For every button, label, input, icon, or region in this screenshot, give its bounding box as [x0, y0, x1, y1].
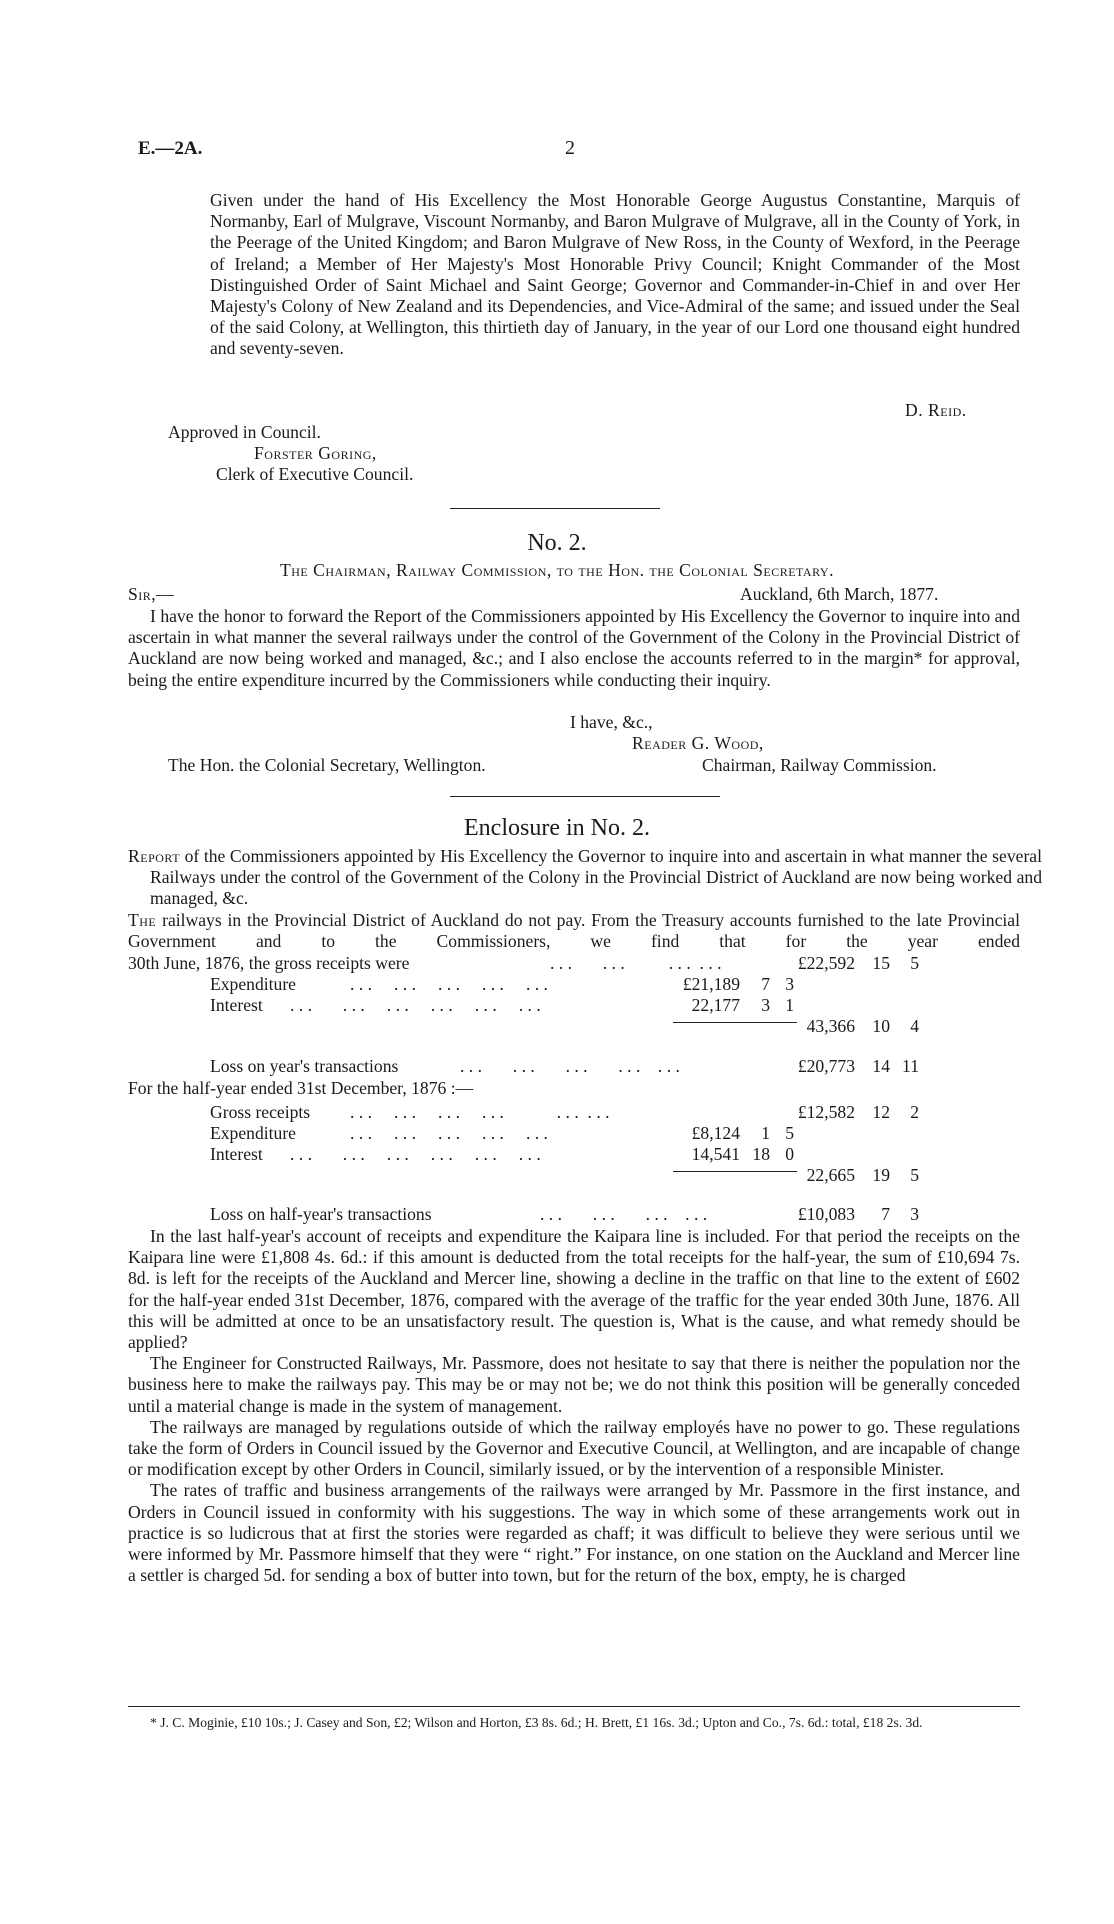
leader-dots: . . . . . . . . . . . . . . .	[350, 1123, 548, 1143]
leader-dots: . . . . . . . . . . . . . . .	[460, 1056, 680, 1076]
shillings: 10	[872, 1016, 890, 1036]
pounds: £10,083	[797, 1204, 855, 1224]
report-title	[128, 846, 1042, 910]
pounds: £20,773	[797, 1056, 855, 1076]
pence: 3	[910, 1204, 919, 1224]
letter-addressee: The Hon. the Colonial Secretary, Wellington.	[168, 755, 486, 775]
approved-in-council: Approved in Council.	[168, 422, 321, 442]
leader-dots: . . . . . . . . . . . . . . .	[350, 974, 548, 994]
footnote: * J. C. Moginie, £10 10s.; J. Casey and Son, £2; Wilson and Horton, £3 8s. 6d.; H. Brett, £1 16s. 3d.; Upton and Co., 7s. 6d.: total, £18 2s. 3d.	[150, 1715, 923, 1730]
letter-place-date: Auckland, 6th March, 1877.	[740, 584, 939, 604]
pounds: £22,592	[797, 953, 855, 973]
proclamation-text: Given under the hand of His Excellency the Most Honorable George Augustus Constantine, Marquis of Normanby, Earl of Mulgrave, Viscount Normanby, and Baron Mulgrave of Mulgrave, all in the County of York, in the Peerage of the United Kingdom; and Baron Mulgrave of New Ross, in the County of Wexford, in the Peerage of Ireland; a Member of Her Majesty's Most Honorable Privy Council; Knight Commander of the Most Distinguished Order of Saint Michael and Saint George; Governor and Commander-in-Chief in and over Her Majesty's Colony of New Zealand and its Dependencies, and Vice-Admiral of the same; and issued under the Seal of the said Colony, at Wellington, this thirtieth day of January, in the year of our Lord one thousand eight hundred and seventy-seven.	[210, 190, 1020, 359]
pounds: £12,582	[797, 1102, 855, 1122]
year-line-label: 30th June, 1876, the gross receipts were	[128, 953, 410, 973]
leader-dots: . . . . . . . . . . . .	[550, 953, 722, 973]
account-label: Loss on half-year's transactions	[210, 1204, 432, 1224]
section-divider	[450, 508, 660, 509]
letter-heading: The Chairman, Railway Commission, to the Hon. the Colonial Secretary.	[280, 560, 834, 580]
shillings: 18	[752, 1144, 770, 1164]
document-reference: E.—2A.	[138, 138, 203, 159]
report-rest: of the Commissioners appointed by His Excellency the Governor to inquire into and ascertain in what manner the several Railways under the control of the Government of the Colony in the Provincial District of Auckland are now being worked and managed, &c.	[150, 846, 1042, 909]
shillings: 19	[872, 1165, 890, 1185]
paragraph-kaipara: In the last half-year's account of receipts and expenditure the Kaipara line is included. For that period the receipts on the Kaipara line were £1,808 4s. 6d.: if this amount is deducted from the total receipts for the half-year, the sum of £10,694 7s. 8d. is left for the receipts of the Auckland and Mercer line, showing a decline in the traffic on that line to the extent of £602 for the half-year ended 31st December, 1876, compared with the average of the traffic for the year ended 30th June, 1876. All this will be admitted at once to be an unsatisfactory result. The question is, What is the cause, and what remedy should be applied?	[128, 1226, 1020, 1353]
leader-dots: . . . . . . . . . . . .	[540, 1204, 708, 1224]
shillings: 15	[872, 953, 890, 973]
signer-title: Chairman, Railway Commission.	[702, 755, 937, 775]
intro-rest: railways in the Provincial District of Auckland do not pay. From the Treasury accounts furnished to the late Provincial Government and to the Commissioners, we find that for the year ended	[128, 910, 1020, 952]
pence: 11	[902, 1056, 919, 1076]
page-number: 2	[565, 137, 575, 159]
half-year-heading: For the half-year ended 31st December, 1876 :—	[128, 1078, 474, 1098]
account-label: Interest	[210, 995, 263, 1015]
section-divider	[450, 796, 720, 797]
pence: 3	[785, 974, 794, 994]
pounds: 14,541	[691, 1144, 740, 1164]
intro-lead: The	[128, 910, 157, 930]
enclosure-title: Enclosure in No. 2.	[464, 815, 650, 841]
shillings: 3	[761, 995, 770, 1015]
report-body	[128, 1226, 1020, 1586]
leader-dots: . . . . . . . . . . . . . . . . . .	[290, 995, 541, 1015]
pounds: £21,189	[682, 974, 740, 994]
shillings: 12	[872, 1102, 890, 1122]
pounds: 43,366	[806, 1016, 855, 1036]
letter-signer: Reader G. Wood,	[632, 733, 764, 753]
letter-body: I have the honor to forward the Report of the Commissioners appointed by His Excellency the Governor to inquire into and ascertain in what manner the several railways under the control of the Government of the Colony in the Provincial District of Auckland are now being worked and managed, &c.; and I also enclose the accounts referred to in the margin* for approval, being the entire expenditure incurred by the Commissioners while conducting their inquiry.	[128, 606, 1020, 690]
footnote-rule	[128, 1706, 1020, 1707]
clerk-name: Forster Goring,	[254, 443, 377, 463]
account-label: Loss on year's transactions	[210, 1056, 399, 1076]
leader-dots: . . . . . . . . . . . . . . . . . .	[290, 1144, 541, 1164]
letter-closing: I have, &c.,	[570, 712, 653, 732]
shillings: 7	[761, 974, 770, 994]
pounds: 22,177	[691, 995, 740, 1015]
paragraph-regulations: The railways are managed by regulations outside of which the railway employés have no power to go. These regulations take the form of Orders in Council issued by the Governor and Executive Council, at Wellington, and are incapable of change or modification except by other Orders in Council, similarly issued, or by the intervention of a responsible Minister.	[128, 1416, 1020, 1480]
shillings: 1	[761, 1123, 770, 1143]
pence: 0	[785, 1144, 794, 1164]
leader-dots: . . . . . . . . . . . . . . . . . .	[350, 1102, 610, 1122]
salutation: Sir,—	[128, 584, 175, 604]
pounds: £8,124	[691, 1123, 740, 1143]
account-label: Interest	[210, 1144, 263, 1164]
account-label: Expenditure	[210, 974, 296, 994]
shillings: 14	[872, 1056, 890, 1076]
pence: 1	[785, 995, 794, 1015]
pence: 5	[910, 1165, 919, 1185]
pence: 5	[785, 1123, 794, 1143]
pence: 4	[910, 1016, 919, 1036]
account-label: Gross receipts	[210, 1102, 311, 1122]
paragraph-traffic-rates: The rates of traffic and business arrangements of the railways were arranged by Mr. Passmore in the first instance, and Orders in Council issued in conformity with his suggestions. The way in which some of these arrangements work out in practice is so ludicrous that at first the stories were regarded as chaff; it was difficult to believe they were serious until we were informed by Mr. Passmore himself that they were “ right.” For instance, on one station on the Auckland and Mercer line a settler is charged 5d. for sending a box of butter into town, but for the return of the box, empty, he is charged	[128, 1480, 1020, 1586]
paragraph-engineer: The Engineer for Constructed Railways, Mr. Passmore, does not hesitate to say that there is neither the population nor the business here to make the railways pay. This may be or may not be; we do not think this position will be generally conceded until a material change is made in the system of management.	[128, 1353, 1020, 1416]
clerk-title: Clerk of Executive Council.	[216, 464, 414, 484]
pence: 5	[910, 953, 919, 973]
letter-number: No. 2.	[527, 530, 587, 556]
intro-paragraph	[128, 910, 1020, 952]
account-label: Expenditure	[210, 1123, 296, 1143]
proclamation-signature: D. Reid.	[905, 400, 967, 420]
shillings: 7	[881, 1204, 890, 1224]
pounds: 22,665	[806, 1165, 855, 1185]
pence: 2	[910, 1102, 919, 1122]
report-lead: Report	[128, 846, 181, 866]
